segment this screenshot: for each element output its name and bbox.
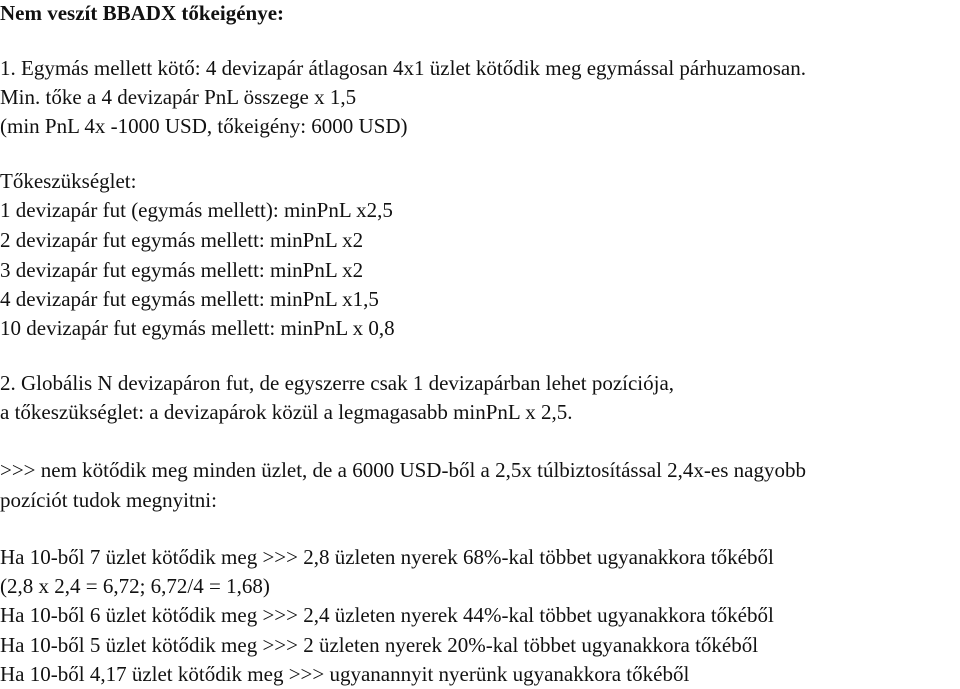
section1-line-3: (min PnL 4x -1000 USD, tőkeigény: 6000 USD): [0, 114, 408, 138]
conclusion-line-2: pozíciót tudok megnyitni:: [0, 488, 217, 512]
requirement-item: 1 devizapár fut (egymás mellett): minPnL x2,5: [0, 198, 393, 222]
scenario-line: Ha 10-ből 6 üzlet kötődik meg >>> 2,4 üzleten nyerek 44%-kal többet ugyanakkora tőkéből: [0, 603, 774, 627]
requirement-item: 4 devizapár fut egymás mellett: minPnL x1,5: [0, 287, 379, 311]
requirement-item: 3 devizapár fut egymás mellett: minPnL x2: [0, 258, 364, 282]
scenario-line: Ha 10-ből 7 üzlet kötődik meg >>> 2,8 üzleten nyerek 68%-kal többet ugyanakkora tőkéből: [0, 545, 774, 569]
scenario-line: Ha 10-ből 5 üzlet kötődik meg >>> 2 üzleten nyerek 20%-kal többet ugyanakkora tőkéből: [0, 633, 759, 657]
section1-line-1: 1. Egymás mellett kötő: 4 devizapár átlagosan 4x1 üzlet kötődik meg egymással párhuzamosan.: [0, 56, 806, 80]
document-title: Nem veszít BBADX tőkeigénye:: [0, 1, 285, 25]
requirements-heading: Tőkeszükséglet:: [0, 169, 137, 193]
requirement-item: 2 devizapár fut egymás mellett: minPnL x2: [0, 228, 364, 252]
scenario-line: Ha 10-ből 4,17 üzlet kötődik meg >>> ugyanannyit nyerünk ugyanakkora tőkéből: [0, 662, 690, 686]
section2-line-1: 2. Globális N devizapáron fut, de egyszerre csak 1 devizapárban lehet pozíciója,: [0, 371, 675, 395]
conclusion-line-1: >>> nem kötődik meg minden üzlet, de a 6000 USD-ből a 2,5x túlbiztosítással 2,4x-es nagyobb: [0, 458, 806, 482]
section2-line-2: a tőkeszükséglet: a devizapárok közül a legmagasabb minPnL x 2,5.: [0, 400, 573, 424]
requirement-item: 10 devizapár fut egymás mellett: minPnL x 0,8: [0, 316, 395, 340]
section1-line-2: Min. tőke a 4 devizapár PnL összege x 1,5: [0, 85, 357, 109]
scenario-line: (2,8 x 2,4 = 6,72; 6,72/4 = 1,68): [0, 574, 270, 598]
